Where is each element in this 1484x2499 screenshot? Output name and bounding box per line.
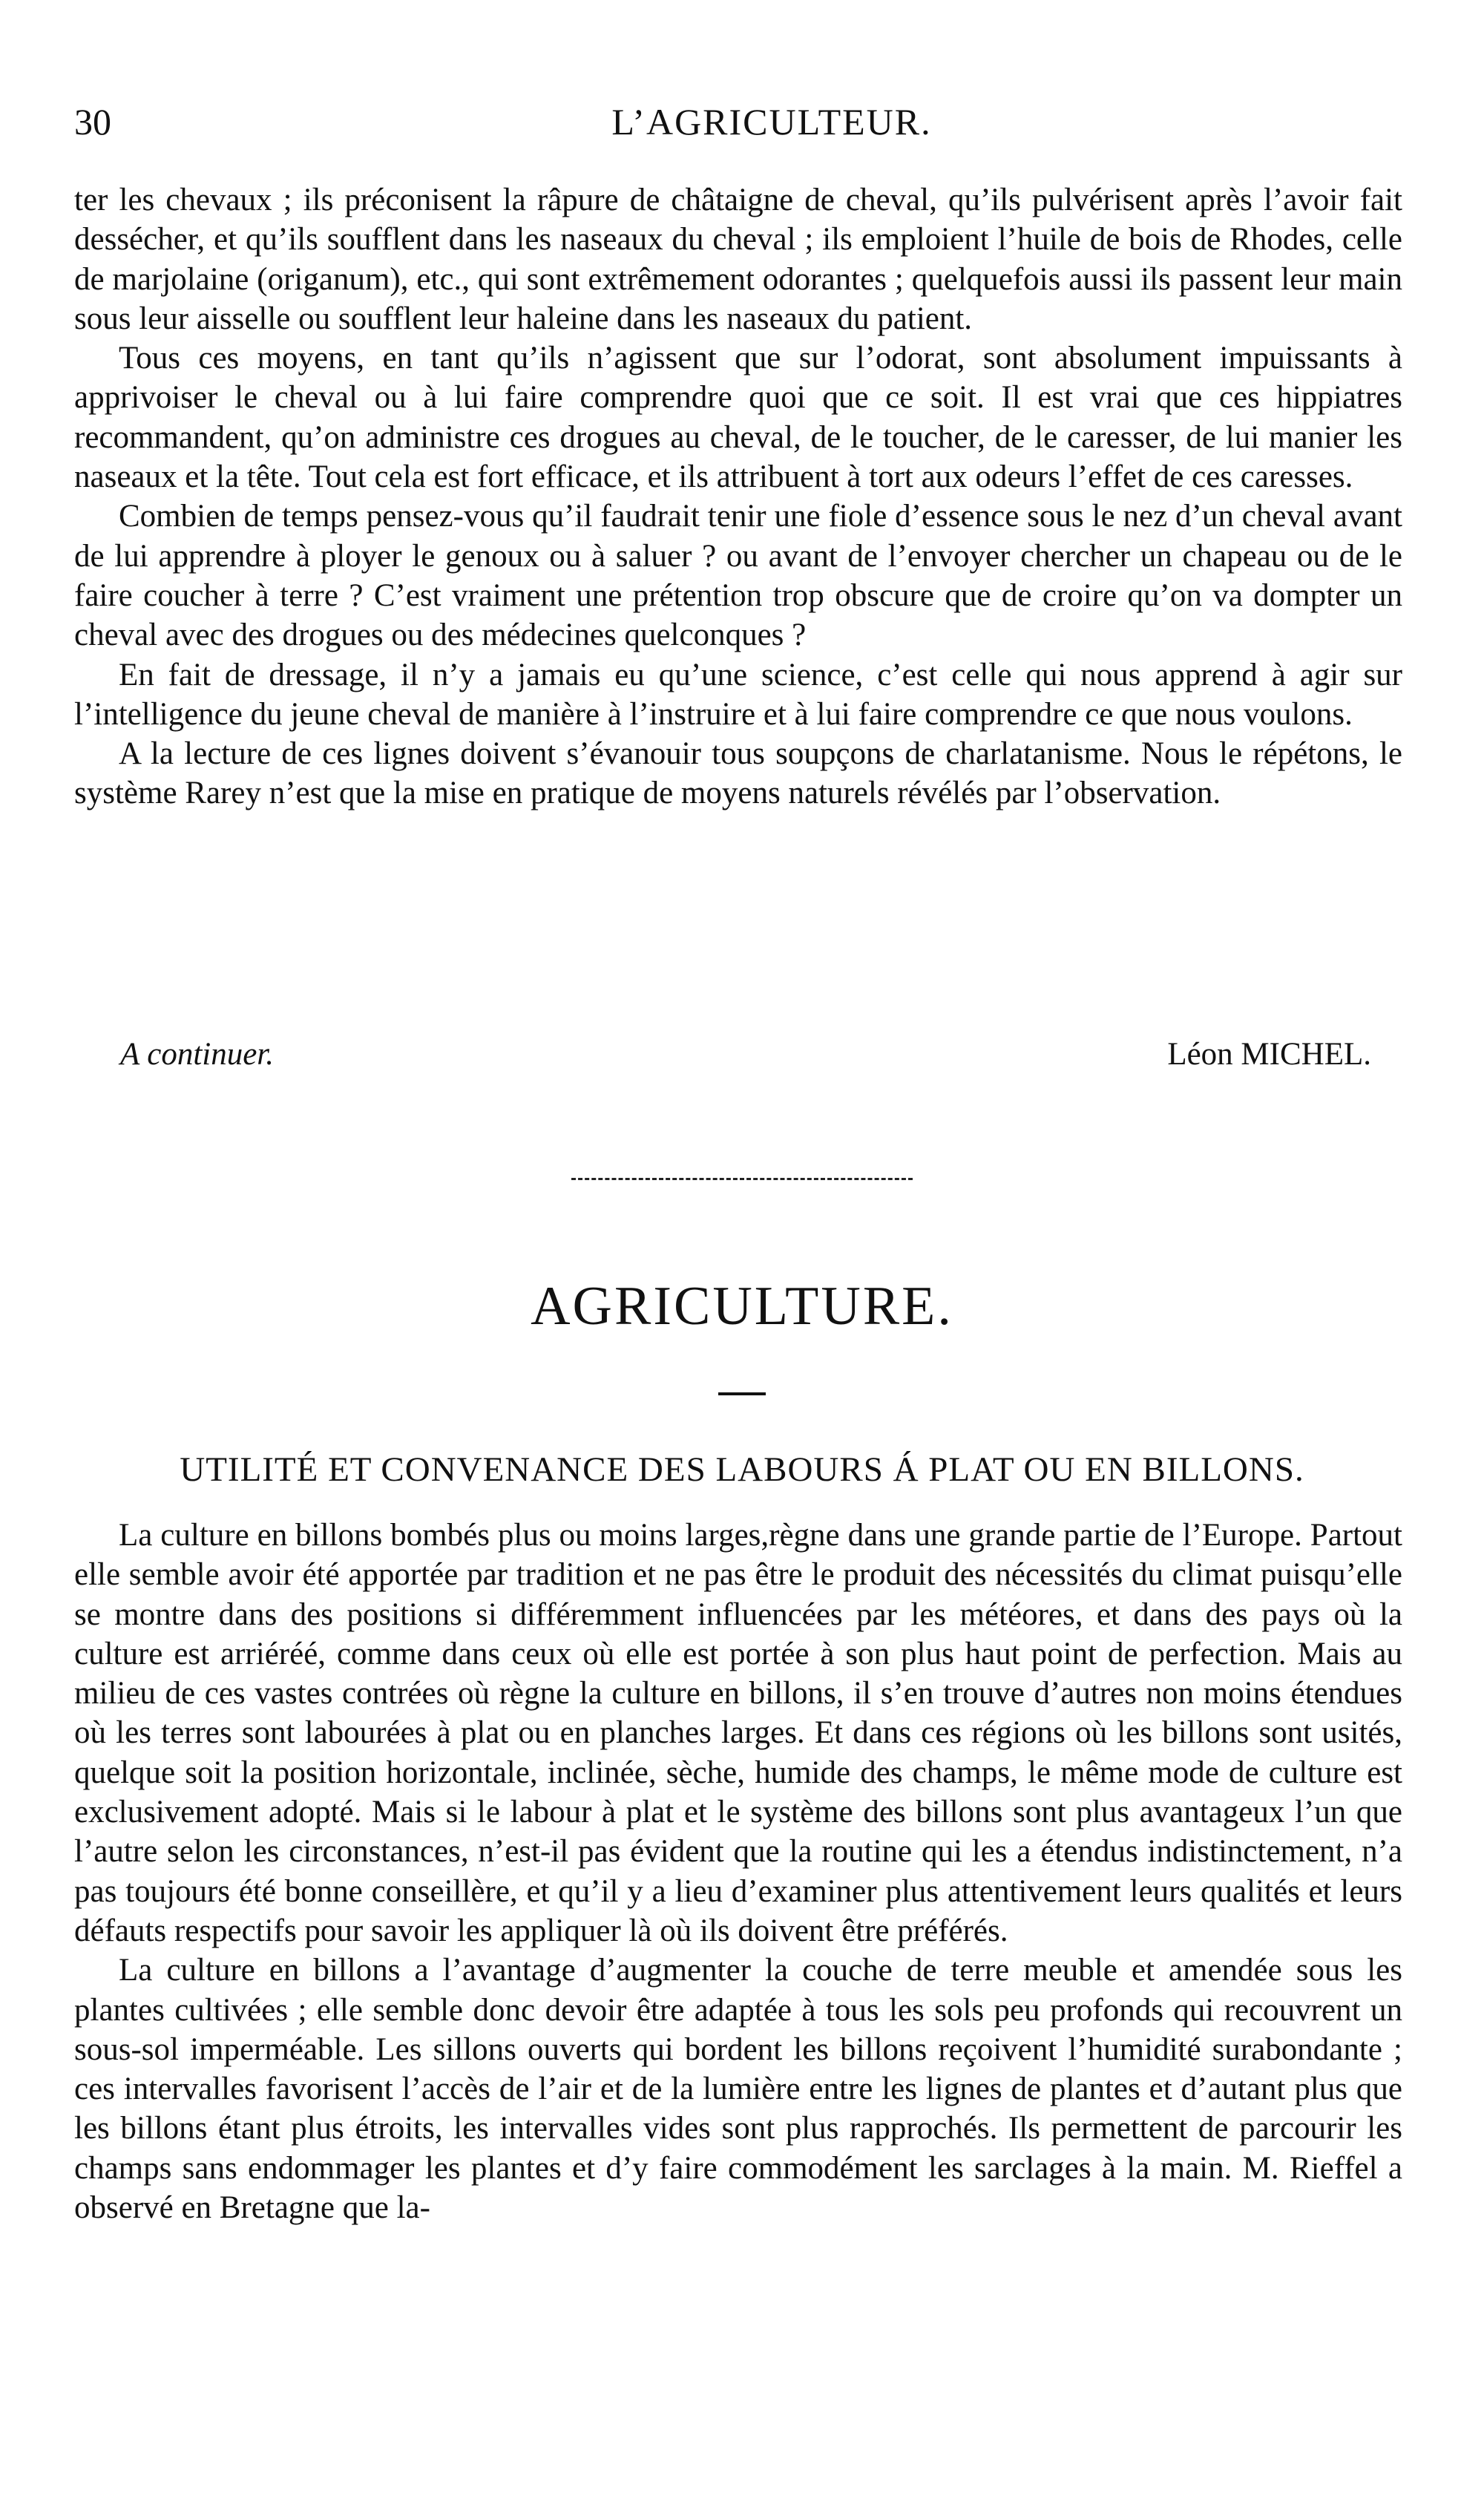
page-number: 30	[74, 101, 111, 143]
article-title: UTILITÉ ET CONVENANCE DES LABOURS Á PLAT OU EN BILLONS.	[180, 1450, 1304, 1489]
continue-note: A continuer.	[120, 1037, 275, 1072]
paragraph: Combien de temps pensez-vous qu’il faudrait tenir une fiole d’essence sous le nez d’un cheval avant de lui apprendre à ployer le genoux ou à saluer ? ou avant de l’envoyer chercher un chapeau ou de le faire coucher à terre ? C’est vraiment une prétention trop obscure que de croire qu’on va dompter un cheval avec des drogues ou des médecines quelconques ?	[74, 499, 1402, 653]
signature-line	[74, 1034, 1402, 1075]
paragraph: La culture en billons a l’avantage d’augmenter la couche de terre meuble et amendée sous les plantes cultivées ; elle semble donc devoir être adaptée à tous les sols peu profonds qui recouvrent un sous-sol imperméable. Les sillons ouverts qui bordent les billons reçoivent l’humidité surabondante ; ces intervalles favorisent l’accès de l’air et de la lumière entre les lignes de plantes et d’autant plus que les billons étant plus étroits, les intervalles vides sont plus rapprochés. Ils permettent de parcourir les champs sans endommager les plantes et d’y faire commodément les sarclages à la main. M. Rieffel a observé en Bretagne que la-	[74, 1953, 1402, 2226]
title-rule	[718, 1392, 766, 1395]
paragraph: A la lecture de ces lignes doivent s’évanouir tous soupçons de charlatanisme. Nous le répétons, le système Rarey n’est que la mise en pratique de moyens naturels révélés par l’observation.	[74, 736, 1402, 811]
journal-title: L’AGRICULTEUR.	[611, 101, 932, 143]
section-title: AGRICULTURE.	[531, 1276, 953, 1337]
section-divider	[571, 1178, 913, 1180]
paragraph: Tous ces moyens, en tant qu’ils n’agissent que sur l’odorat, sont absolument impuissants à apprivoiser le cheval ou à lui faire comprendre quoi que ce soit. Il est vrai que ces hippiatres recommandent, qu’on administre ces drogues au cheval, de le toucher, de le caresser, de lui manier les naseaux et la tête. Tout cela est fort efficace, et ils attribuent à tort aux odeurs l’effet de ces caresses.	[74, 341, 1402, 495]
author-signature: Léon MICHEL.	[1167, 1037, 1371, 1072]
article-body	[74, 1516, 1402, 2227]
paragraph: La culture en billons bombés plus ou moins larges,règne dans une grande partie de l’Europe. Partout elle semble avoir été apportée par tradition et ne pas être le produit des nécessités du climat puisqu’elle se montre dans des positions si différemment influencées par les météores, et dans des pays où la culture est arriéréé, comme dans ceux où elle est portée à son plus haut point de perfection. Mais au milieu de ces vastes contrées où règne la culture en billons, il s’en trouve d’autres non moins étendues où les terres sont labourées à plat ou en planches larges. Et dans ces régions où les billons sont usités, quelque soit la position horizontale, inclinée, sèche, humide des champs, le même mode de culture est exclusivement adopté. Mais si le labour à plat et le système des billons sont plus avantageux l’un que l’autre selon les circonstances, n’est-il pas évident que la routine qui les a étendus indistinctement, n’a pas toujours été bonne conseillère, et qu’il y a lieu d’examiner plus attentivement leurs qualités et leurs défauts respectifs pour savoir les appliquer là où ils doivent être préférés.	[74, 1518, 1402, 1948]
paragraph: En fait de dressage, il n’y a jamais eu qu’une science, c’est celle qui nous apprend à agir sur l’intelligence du jeune cheval de manière à l’instruire et à lui faire comprendre ce que nous voulons.	[74, 657, 1402, 732]
article-continuation	[74, 180, 1402, 813]
running-head	[74, 98, 1410, 145]
paragraph: ter les chevaux ; ils préconisent la râpure de châtaigne de cheval, qu’ils pulvérisent après l’avoir fait dessécher, et qu’ils soufflent dans les naseaux du cheval ; ils emploient l’huile de bois de Rhodes, celle de marjolaine (origanum), etc., qui sont extrêmement odorantes ; quelquefois aussi ils passent leur main sous leur aisselle ou soufflent leur haleine dans les naseaux du patient.	[74, 183, 1402, 336]
